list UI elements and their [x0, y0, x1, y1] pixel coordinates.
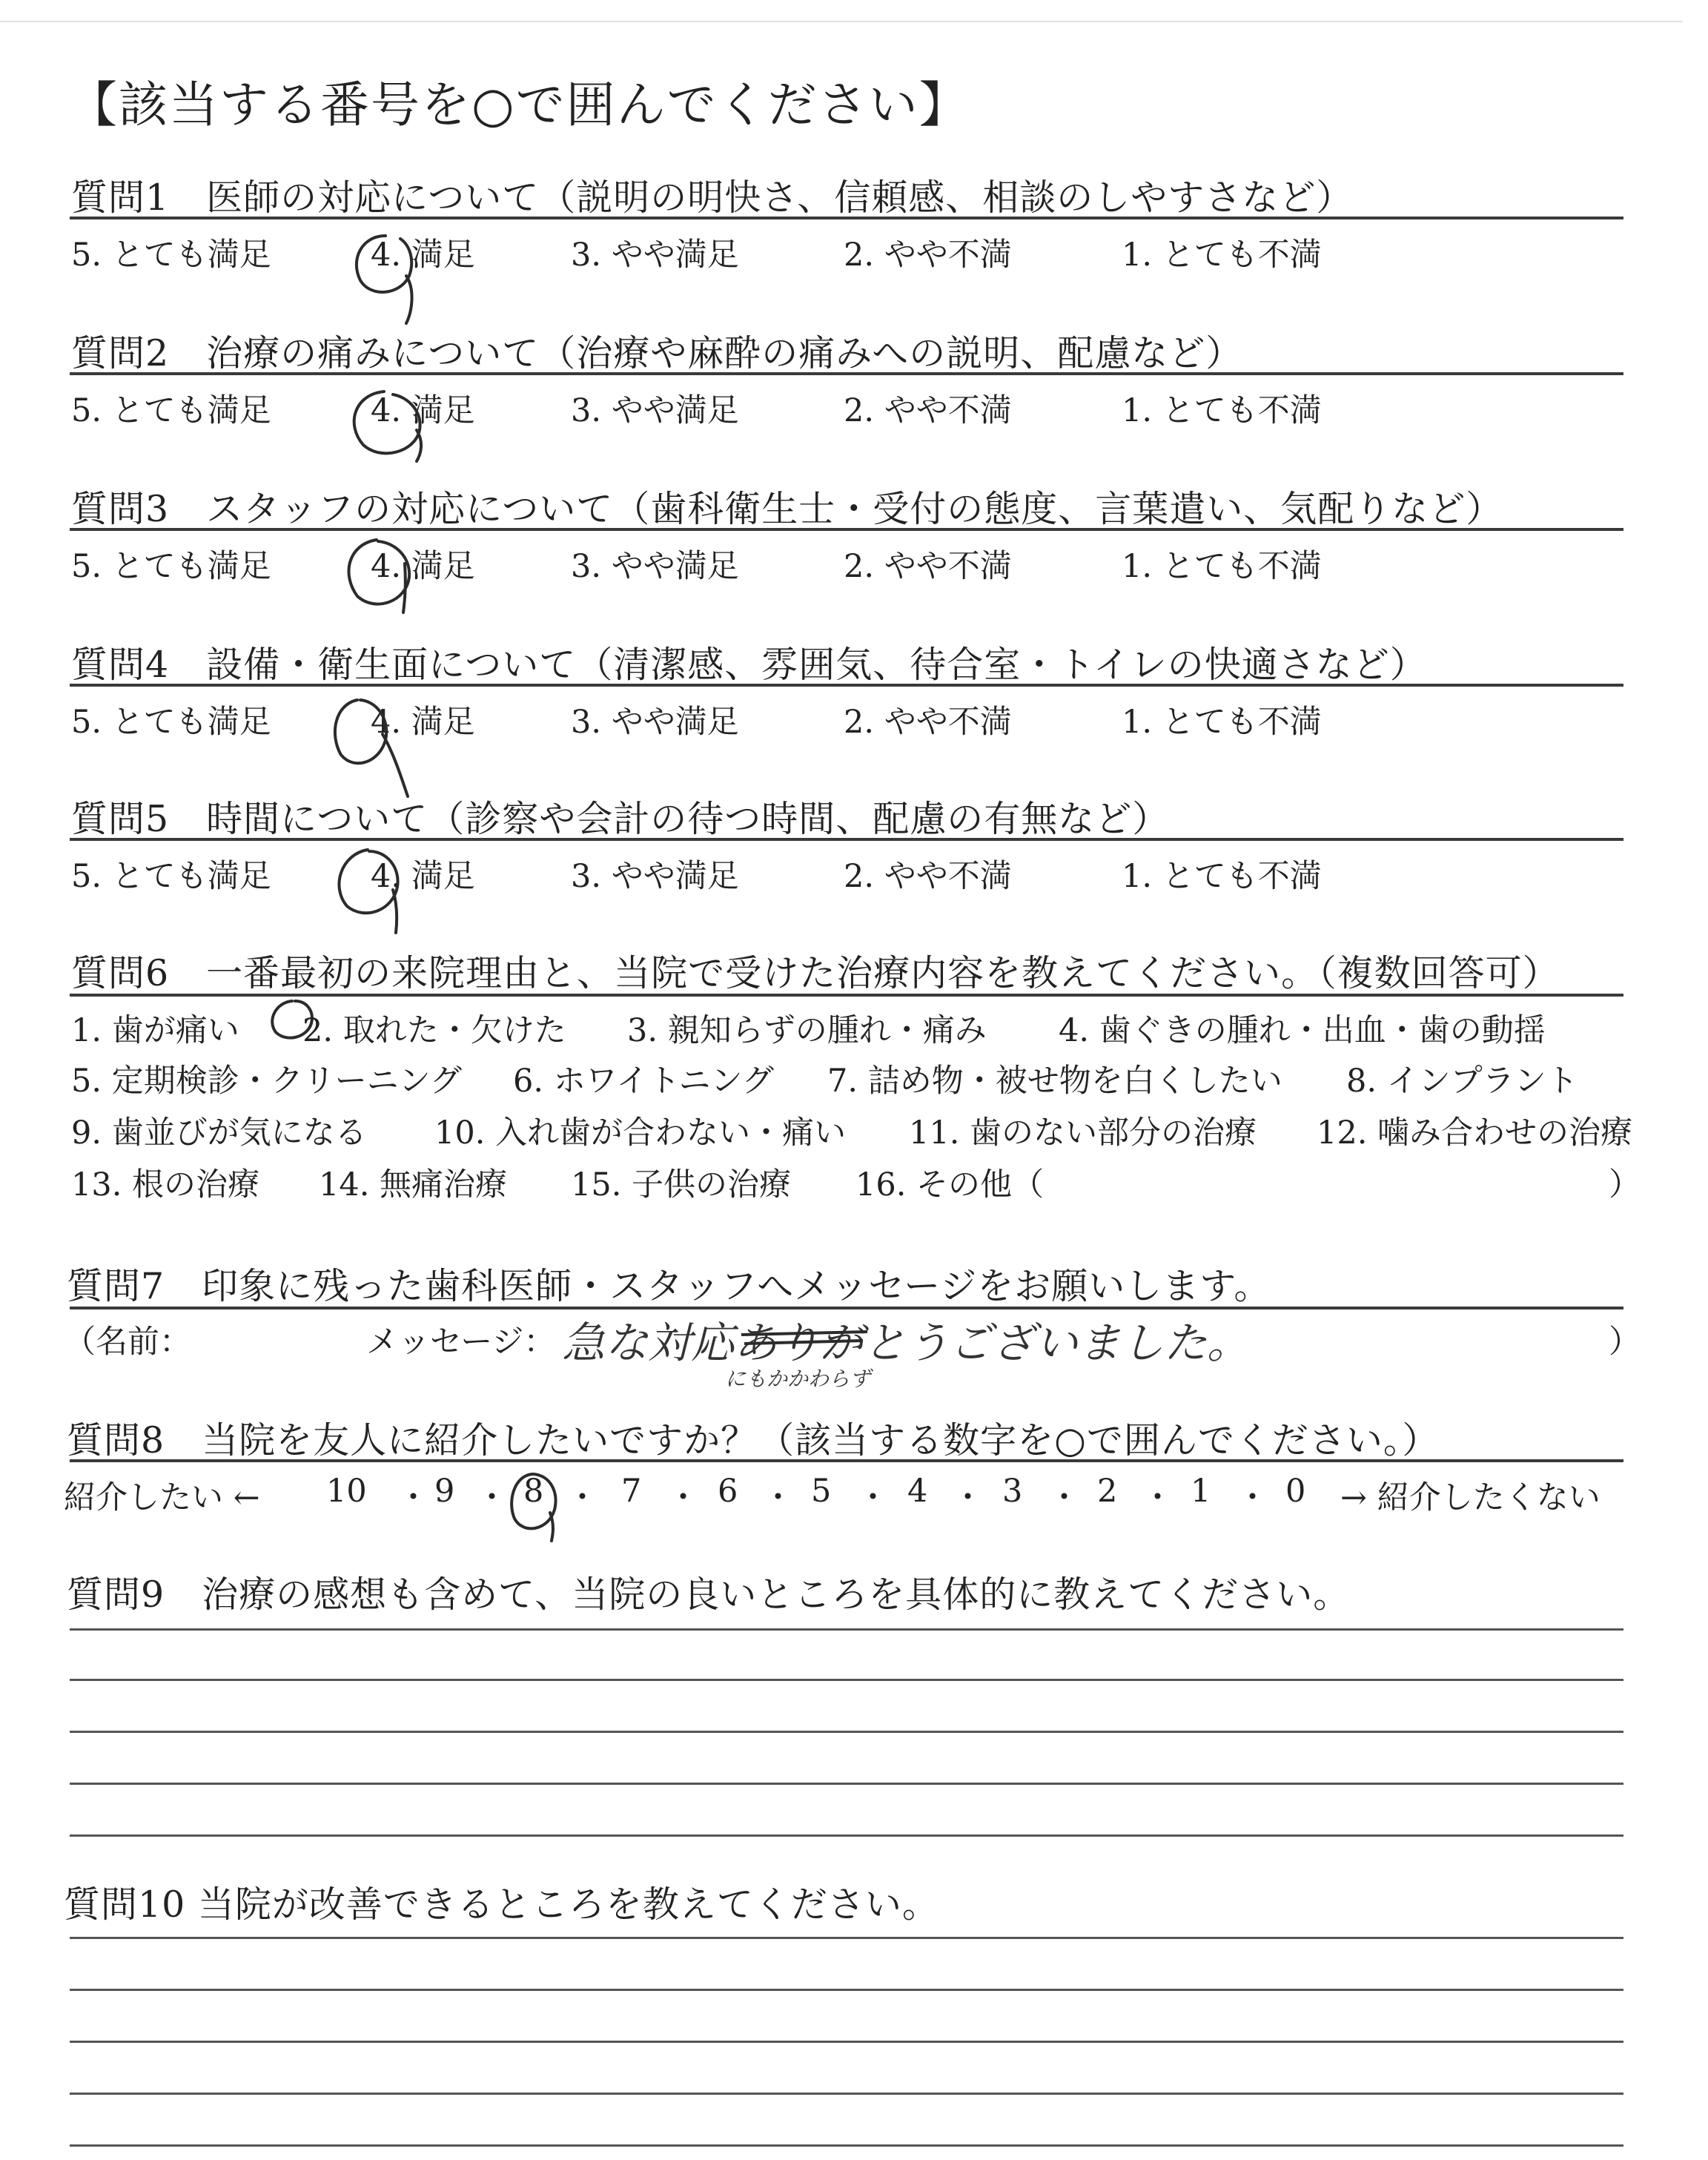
reason-option-3[interactable]: 3. 親知らずの腫れ・痛み — [627, 1012, 987, 1049]
message-label: メッセージ： — [366, 1324, 556, 1361]
scale-2[interactable]: 2 — [1097, 1473, 1118, 1510]
message-close-paren: ） — [1609, 1324, 1641, 1361]
scale-0[interactable]: 0 — [1285, 1473, 1306, 1510]
writing-line — [70, 1834, 1623, 1837]
scale-6[interactable]: 6 — [718, 1473, 738, 1510]
divider — [70, 1459, 1623, 1462]
reason-option-5[interactable]: 5. 定期検診・クリーニング — [71, 1063, 462, 1100]
reason-option-2[interactable]: 2. 取れた・欠けた — [302, 1012, 566, 1049]
option-2[interactable]: 2. やや不満 — [844, 548, 1012, 585]
question-heading: 質問10 当院が改善できるところを教えてください。 — [64, 1883, 939, 1926]
scale-3[interactable]: 3 — [1002, 1473, 1023, 1510]
option-1[interactable]: 1. とても不満 — [1122, 392, 1322, 429]
option-4[interactable]: 4. 満足 — [371, 237, 475, 274]
handwritten-message: 急な対応ありがとうございました。 — [562, 1318, 1251, 1368]
scale-5[interactable]: 5 — [811, 1473, 832, 1510]
option-2[interactable]: 2. やや不満 — [844, 704, 1012, 741]
reason-option-4[interactable]: 4. 歯ぐきの腫れ・出血・歯の動揺 — [1059, 1012, 1546, 1049]
option-3[interactable]: 3. やや満足 — [571, 548, 739, 585]
page-title: 【該当する番号を○で囲んでください】 — [68, 76, 970, 133]
option-3[interactable]: 3. やや満足 — [571, 237, 739, 274]
scale-dot: ・ — [857, 1479, 889, 1516]
scale-dot: ・ — [762, 1479, 794, 1516]
reason-option-9[interactable]: 9. 歯並びが気になる — [71, 1114, 367, 1152]
question-heading: 質問1 医師の対応について（説明の明快さ、信頼感、相談のしやすさなど） — [71, 176, 1354, 219]
option-5[interactable]: 5. とても満足 — [71, 704, 271, 741]
writing-line — [70, 2144, 1623, 2147]
scale-4[interactable]: 4 — [907, 1473, 928, 1510]
option-1[interactable]: 1. とても不満 — [1122, 548, 1322, 585]
other-close-paren: ） — [1609, 1166, 1641, 1203]
question-heading: 質問4 設備・衛生面について（清潔感、雰囲気、待合室・トイレの快適さなど） — [71, 644, 1427, 686]
scale-7[interactable]: 7 — [621, 1473, 642, 1510]
scale-dot: ・ — [476, 1479, 508, 1516]
scale-10[interactable]: 10 — [326, 1473, 367, 1510]
scale-dot: ・ — [566, 1479, 598, 1516]
reason-option-6[interactable]: 6. ホワイトニング — [513, 1063, 774, 1100]
handwritten-insert: にもかかわらず — [725, 1367, 871, 1391]
writing-line — [70, 1731, 1623, 1733]
writing-line — [70, 2041, 1623, 2043]
question-heading: 質問5 時間について（診察や会計の待つ時間、配慮の有無など） — [71, 798, 1170, 840]
question-heading: 質問6 一番最初の来院理由と、当院で受けた治療内容を教えてください。（複数回答可） — [71, 952, 1560, 994]
option-2[interactable]: 2. やや不満 — [844, 858, 1012, 895]
option-2[interactable]: 2. やや不満 — [844, 237, 1012, 274]
writing-line — [70, 1989, 1623, 1991]
reason-option-16[interactable]: 16. その他（ — [855, 1166, 1045, 1203]
reason-option-8[interactable]: 8. インプラント — [1346, 1063, 1578, 1100]
recommend-left-label: 紹介したい ← — [64, 1479, 260, 1516]
reason-option-7[interactable]: 7. 詰め物・被せ物を白くしたい — [827, 1063, 1282, 1100]
recommend-right-label: → 紹介したくない — [1340, 1479, 1601, 1516]
writing-line — [70, 2093, 1623, 2095]
option-4[interactable]: 4. 満足 — [371, 858, 475, 895]
option-1[interactable]: 1. とても不満 — [1122, 704, 1322, 741]
reason-option-12[interactable]: 12. 噛み合わせの治療 — [1317, 1114, 1633, 1152]
scale-dot: ・ — [952, 1479, 984, 1516]
scale-dot: ・ — [1237, 1479, 1268, 1516]
scale-dot: ・ — [667, 1479, 699, 1516]
scale-dot: ・ — [1048, 1479, 1080, 1516]
option-4[interactable]: 4. 満足 — [371, 704, 475, 741]
reason-option-1[interactable]: 1. 歯が痛い — [71, 1012, 239, 1049]
question-heading: 質問3 スタッフの対応について（歯科衛生士・受付の態度、言葉遣い、気配りなど） — [71, 488, 1503, 530]
question-heading: 質問8 当院を友人に紹介したいですか？（該当する数字を○で囲んでください。） — [67, 1419, 1440, 1462]
scale-8[interactable]: 8 — [523, 1473, 544, 1510]
question-heading: 質問7 印象に残った歯科医師・スタッフへメッセージをお願いします。 — [67, 1265, 1271, 1307]
question-heading: 質問9 治療の感想も含めて、当院の良いところを具体的に教えてください。 — [67, 1573, 1351, 1616]
option-4[interactable]: 4. 満足 — [371, 548, 475, 585]
writing-line — [70, 1628, 1623, 1631]
option-3[interactable]: 3. やや満足 — [571, 392, 739, 429]
option-4[interactable]: 4. 満足 — [371, 392, 475, 429]
writing-line — [70, 1783, 1623, 1785]
option-3[interactable]: 3. やや満足 — [571, 858, 739, 895]
scale-9[interactable]: 9 — [434, 1473, 455, 1510]
option-3[interactable]: 3. やや満足 — [571, 704, 739, 741]
option-2[interactable]: 2. やや不満 — [844, 392, 1012, 429]
reason-option-15[interactable]: 15. 子供の治療 — [571, 1166, 792, 1203]
question-heading: 質問2 治療の痛みについて（治療や麻酔の痛みへの説明、配慮など） — [71, 332, 1243, 374]
option-5[interactable]: 5. とても満足 — [71, 858, 271, 895]
scale-dot: ・ — [397, 1479, 429, 1516]
reason-option-11[interactable]: 11. 歯のない部分の治療 — [909, 1114, 1257, 1152]
scale-dot: ・ — [1142, 1479, 1174, 1516]
option-5[interactable]: 5. とても満足 — [71, 237, 271, 274]
option-5[interactable]: 5. とても満足 — [71, 392, 271, 429]
option-5[interactable]: 5. とても満足 — [71, 548, 271, 585]
writing-line — [70, 1679, 1623, 1681]
option-1[interactable]: 1. とても不満 — [1122, 237, 1322, 274]
name-label: （名前： — [64, 1324, 191, 1361]
scale-1[interactable]: 1 — [1191, 1473, 1211, 1510]
reason-option-13[interactable]: 13. 根の治療 — [71, 1166, 260, 1203]
reason-option-14[interactable]: 14. 無痛治療 — [319, 1166, 508, 1203]
writing-line — [70, 1937, 1623, 1939]
reason-option-10[interactable]: 10. 入れ歯が合わない・痛い — [434, 1114, 847, 1152]
option-1[interactable]: 1. とても不満 — [1122, 858, 1322, 895]
